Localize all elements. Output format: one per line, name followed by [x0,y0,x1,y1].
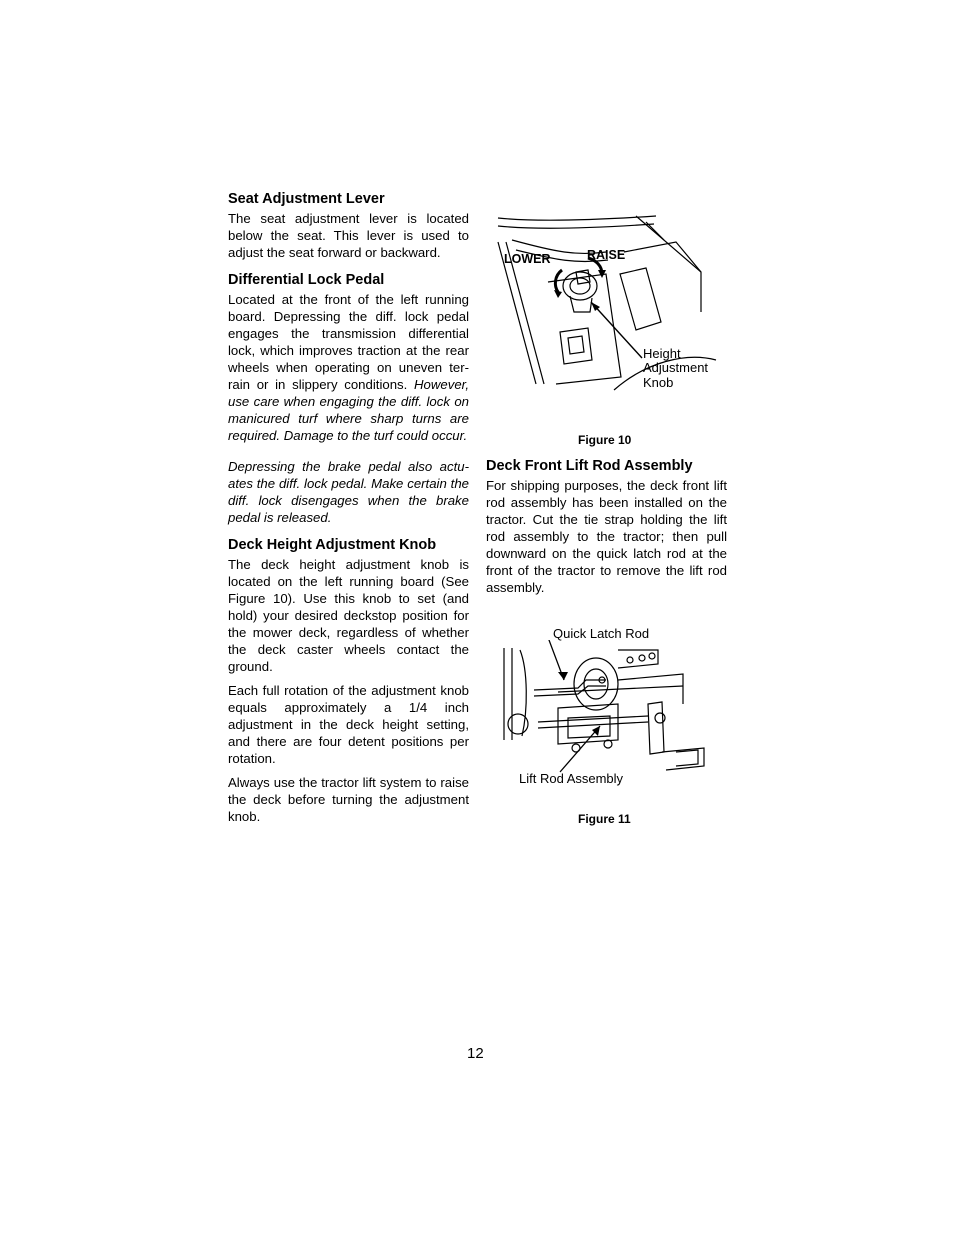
seat-adjustment-text: The seat adjustment lever is located below the seat. This lever is used to adjust the seat forward or backward. [228,211,469,260]
figure-11-illustration [498,640,708,785]
deck-height-text-1: The deck height adjustment knob is located on the left running board (See Figure 10). Use this knob to set (and hold) your desired deckstop position for the mower deck, regardless of whether the deck caster wheels contact the ground. [228,557,469,674]
differential-lock-body: Located at the front of the left running board. Depressing the diff. lock pedal engages the transmission differential lock, which improves traction at the rear wheels when operating on uneven ter-rain or in slippery conditions. [228,292,469,392]
figure-11-caption: Figure 11 [578,812,631,826]
differential-lock-note: Depressing the brake pedal also actu-ates the diff. lock pedal. Make certain the diff. lock disengages when the brake pedal is released. [228,459,469,525]
left-column [228,190,469,832]
seat-adjustment-heading: Seat Adjustment Lever [228,191,385,207]
deck-height-text-2: Each full rotation of the adjustment knob equals approximately a 1/4 inch adjustment in the deck height setting, and there are four detent positions per rotation. [228,683,469,766]
figure-10-caption: Figure 10 [578,433,632,447]
page-number: 12 [467,1045,484,1062]
lift-rod-drawing [498,640,708,785]
height-knob-label-line3: Knob [643,375,674,390]
deck-height-heading: Deck Height Adjustment Knob [228,537,437,553]
height-knob-label-line2: Adjustment [643,360,709,375]
lift-rod-text: For shipping purposes, the deck front lift rod assembly has been installed on the tractor. Cut the tie strap holding the lift rod assembly to the tractor; then pull downward on the quick latch rod at the front of the tractor to remove the lift rod assembly. [486,478,727,595]
raise-label: RAISE [587,248,626,262]
height-knob-label-line1: Height [643,346,681,361]
differential-lock-heading: Differential Lock Pedal [228,272,385,288]
right-column [486,457,727,603]
differential-lock-text [228,291,469,444]
lift-rod-heading: Deck Front Lift Rod Assembly [486,458,693,474]
deck-height-text-3: Always use the tractor lift system to raise the deck before turning the adjustment knob. [228,775,469,824]
lift-rod-assembly-label: Lift Rod Assembly [519,771,624,786]
quick-latch-rod-label: Quick Latch Rod [553,626,650,641]
differential-lock-caution: However, use care when engaging the diff. lock on manicured turf where sharp turns are required. Damage to the turf could occur. [228,377,470,443]
lower-label: LOWER [504,252,551,266]
